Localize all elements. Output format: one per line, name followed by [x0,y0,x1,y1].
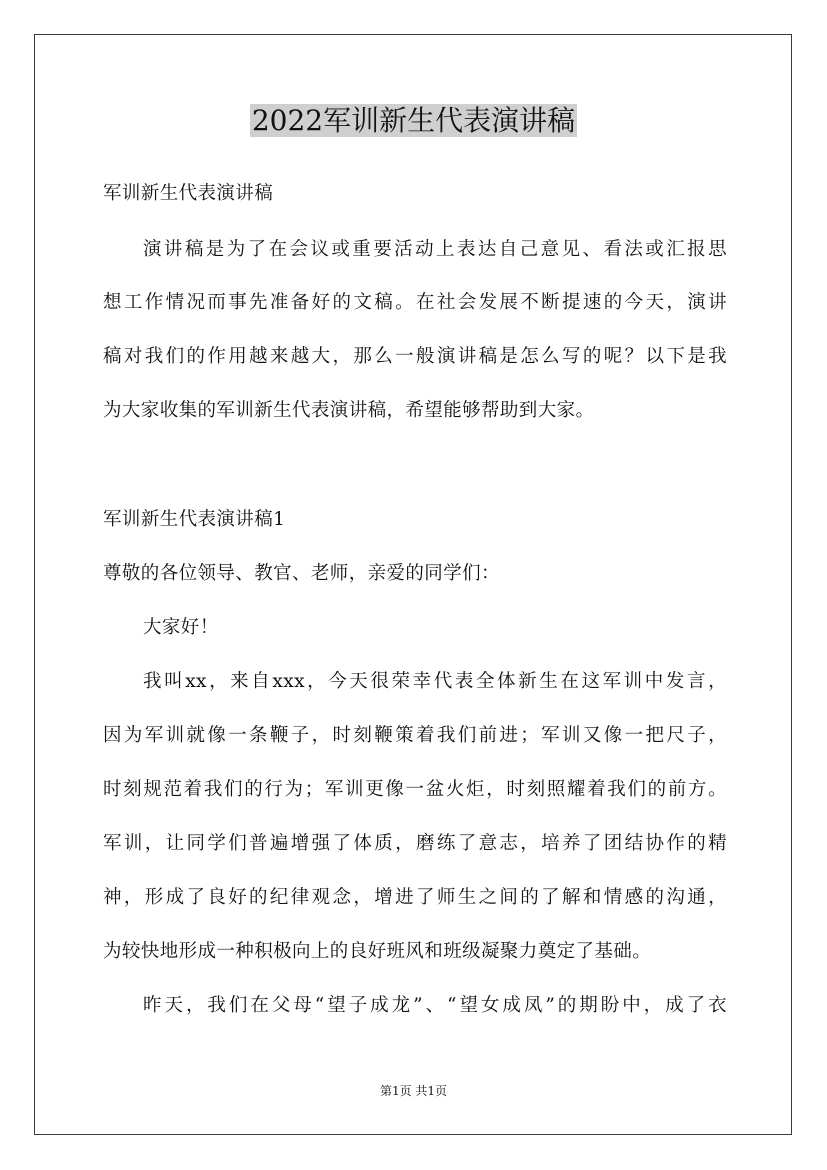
body-line: 军训，让同学们普遍增强了体质，磨练了意志，培养了团结协作的精 [103,833,727,854]
document-title: 2022军训新生代表演讲稿 [251,104,576,137]
intro-line: 想工作情况而事先准备好的文稿。在社会发展不断提速的今天，演讲 [103,292,727,313]
salutation: 尊敬的各位领导、教官、老师，亲爱的同学们： [103,563,500,584]
body-line: 为较快地形成一种积极向上的良好班风和班级凝聚力奠定了基础。 [103,941,652,962]
intro-line: 为大家收集的军训新生代表演讲稿，希望能够帮助到大家。 [103,400,595,421]
body-line: 神，形成了良好的纪律观念，增进了师生之间的了解和情感的沟通， [103,887,727,908]
body-line: 时刻规范着我们的行为；军训更像一盆火炬，时刻照耀着我们的前方。 [103,779,727,800]
body-line: 昨天，我们在父母“望子成龙”、“望女成凤”的期盼中，成了衣 [143,995,727,1016]
section-heading: 军训新生代表演讲稿1 [103,509,286,530]
greeting: 大家好！ [143,617,219,638]
intro-line: 稿对我们的作用越来越大，那么一般演讲稿是怎么写的呢？以下是我 [103,346,727,367]
body-line: 因为军训就像一条鞭子，时刻鞭策着我们前进；军训又像一把尺子， [103,725,727,746]
body-line: 我叫xx，来自xxx，今天很荣幸代表全体新生在这军训中发言， [143,671,727,692]
page-number-footer: 第1页 共1页 [379,1084,448,1098]
document-subtitle: 军训新生代表演讲稿 [103,183,274,204]
intro-line: 演讲稿是为了在会议或重要活动上表达自己意见、看法或汇报思 [143,239,727,260]
